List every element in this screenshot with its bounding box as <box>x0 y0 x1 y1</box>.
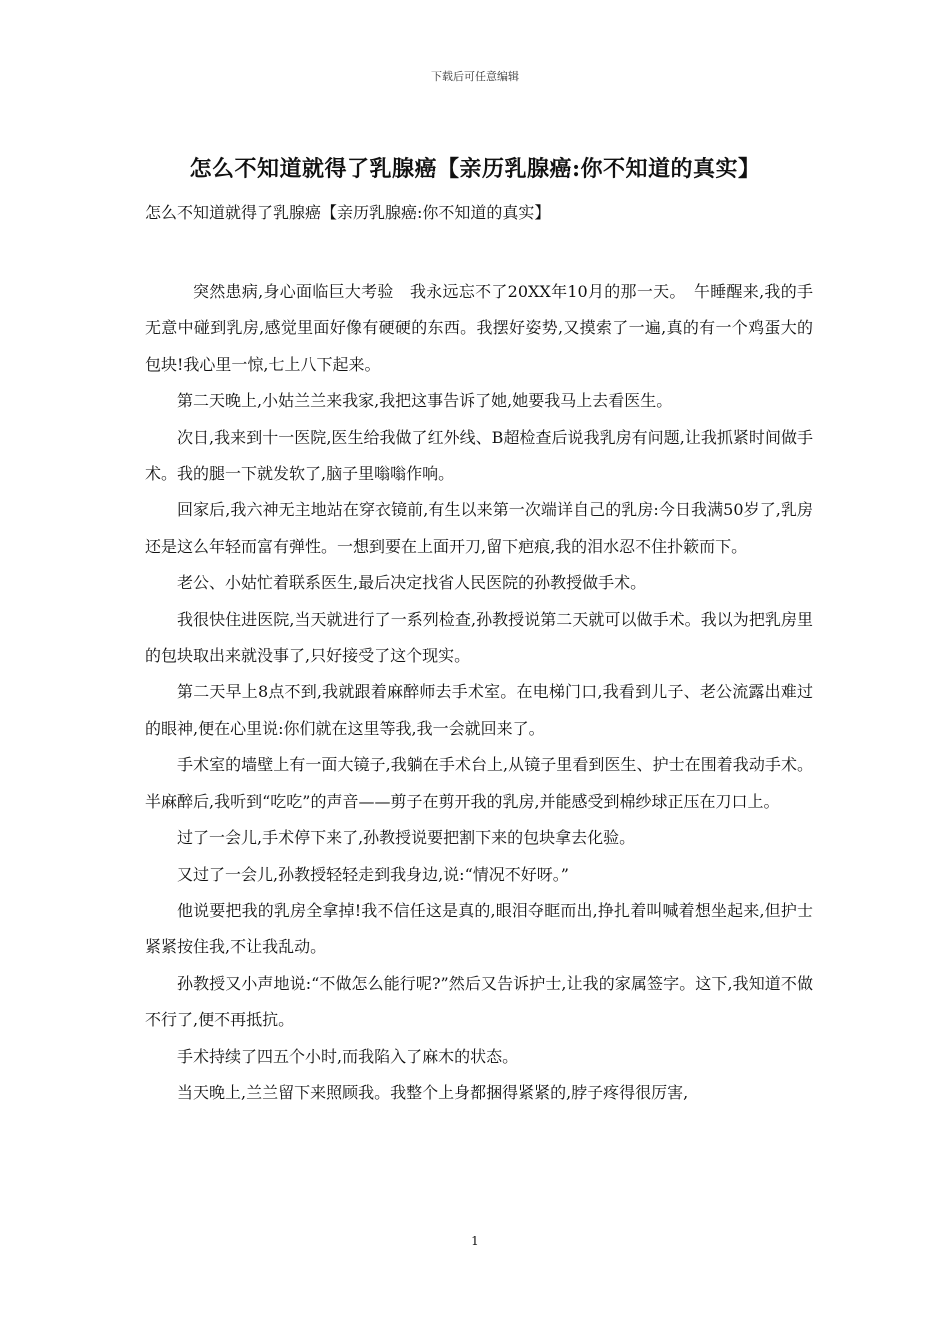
paragraph: 第二天晚上,小姑兰兰来我家,我把这事告诉了她,她要我马上去看医生。 <box>177 391 673 411</box>
paragraph: 过了一会儿,手术停下来了,孙教授说要把割下来的包块拿去化验。 <box>177 828 636 848</box>
page-number: 1 <box>471 1234 479 1248</box>
paragraph: 老公、小姑忙着联系医生,最后决定找省人民医院的孙教授做手术。 <box>177 573 647 593</box>
paragraph: 又过了一会儿,孙教授轻轻走到我身边,说:“情况不好呀。” <box>177 864 569 884</box>
paragraph: 手术持续了四五个小时,而我陷入了麻木的状态。 <box>177 1046 519 1066</box>
page-header-note: 下载后可任意编辑 <box>431 70 519 83</box>
document-title: 怎么不知道就得了乳腺癌【亲历乳腺癌:你不知道的真实】 <box>189 156 761 182</box>
paragraph: 突然患病,身心面临巨大考验 我永远忘不了20XX年10月的那一天。 午睡醒来,我的手无意中碰到乳房,感觉里面好像有硬硬的东西。我摆好姿势,又摸索了一遍,真的有一个鸡蛋大的包块!我心里一惊,七上八下起来。 <box>145 282 813 374</box>
paragraph: 我很快住进医院,当天就进行了一系列检查,孙教授说第二天就可以做手术。我以为把乳房里的包块取出来就没事了,只好接受了这个现实。 <box>145 609 813 666</box>
paragraph: 他说要把我的乳房全拿掉!我不信任这是真的,眼泪夺眶而出,挣扎着叫喊着想坐起来,但护士紧紧按住我,不让我乱动。 <box>145 900 813 957</box>
paragraph: 回家后,我六神无主地站在穿衣镜前,有生以来第一次端详自己的乳房:今日我满50岁了,乳房还是这么年轻而富有弹性。一想到要在上面开刀,留下疤痕,我的泪水忍不住扑簌而下。 <box>145 500 813 556</box>
paragraph: 当天晚上,兰兰留下来照顾我。我整个上身都捆得紧紧的,脖子疼得很厉害, <box>177 1082 689 1102</box>
paragraph: 孙教授又小声地说:“不做怎么能行呢?”然后又告诉护士,让我的家属签字。这下,我知道不做不行了,便不再抵抗。 <box>145 973 813 1030</box>
document-subtitle: 怎么不知道就得了乳腺癌【亲历乳腺癌:你不知道的真实】 <box>145 203 551 222</box>
paragraph: 手术室的墙壁上有一面大镜子,我躺在手术台上,从镜子里看到医生、护士在围着我动手术。半麻醉后,我听到“吃吃”的声音——剪子在剪开我的乳房,并能感受到棉纱球正压在刀口上。 <box>145 755 813 811</box>
document-body <box>145 274 813 1111</box>
paragraph: 第二天早上8点不到,我就跟着麻醉师去手术室。在电梯门口,我看到儿子、老公流露出难过的眼神,便在心里说:你们就在这里等我,我一会就回来了。 <box>145 682 813 738</box>
paragraph: 次日,我来到十一医院,医生给我做了红外线、B超检查后说我乳房有问题,让我抓紧时间做手术。我的腿一下就发软了,脑子里嗡嗡作响。 <box>145 427 813 484</box>
